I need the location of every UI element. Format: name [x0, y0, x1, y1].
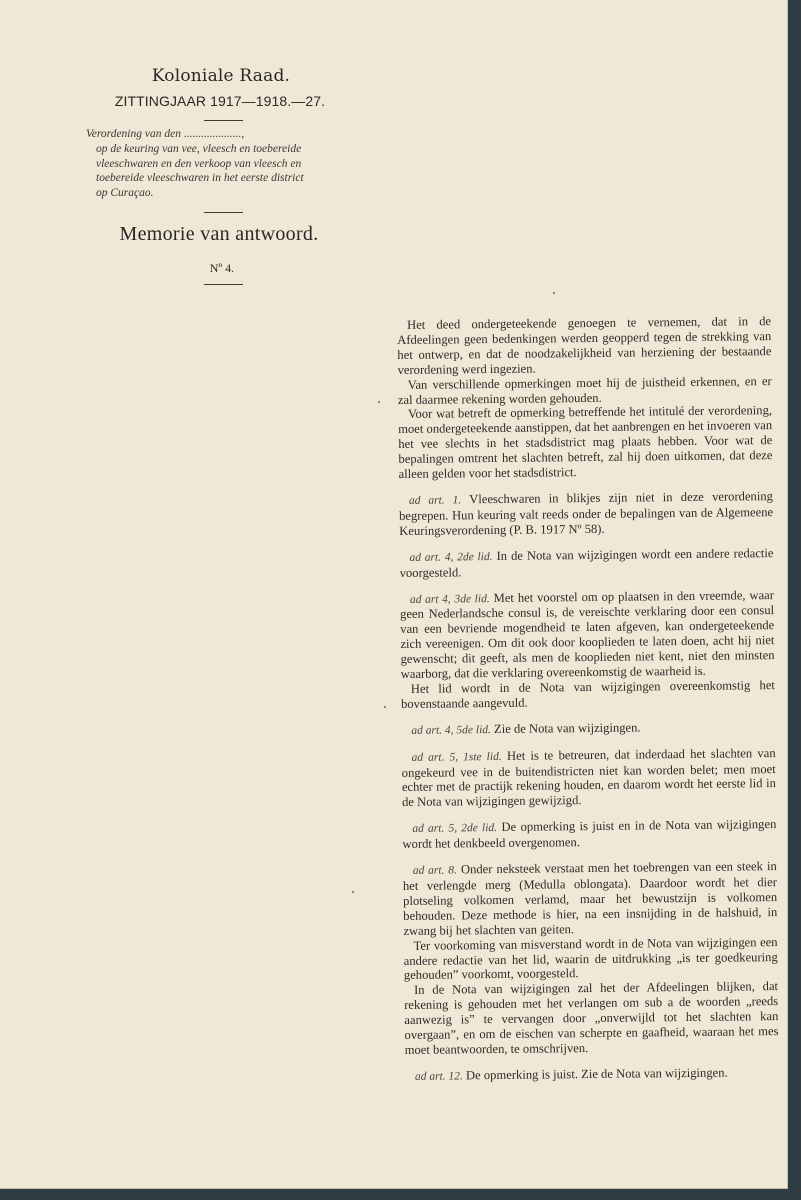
article-text: In de Nota van wijzigingen wordt een andere redactie voorgesteld. [399, 545, 774, 580]
article-text: Met het voorstel om op plaatsen in den vreemde, waar geen Nederlandsche consul is, de vereischte verklaring door een consul van een bevriende mogendheid te laten afgeven, kan ondergeteekende zich vereenigen. Om dit ook door kooplieden te laten doen, acht hij niet gewenscht; dit geeft, als men de kooplieden niet kent, niet den minsten waarborg, dat die verklaring overeenkomstig de waarheid is. [400, 587, 775, 682]
ordinance-description [86, 127, 348, 201]
divider-rule [204, 120, 243, 121]
ordinance-line: vleeschwaren en den verkoop van vleesch en [96, 157, 302, 170]
article-ref: ad art. 8. [412, 864, 457, 877]
document-number: Nº 4. [209, 260, 235, 275]
header-block [86, 66, 348, 285]
article-ref: ad art. 5, 1ste lid. [411, 750, 502, 764]
article-5-2-paragraph [402, 817, 776, 852]
ordinance-line: toebereide vleeschwaren in het eerste district [96, 172, 304, 185]
article-4-3-paragraph [400, 588, 775, 682]
article-ref: ad art 4, 3de lid. [409, 592, 490, 606]
article-ref: ad art. 12. [414, 1070, 463, 1083]
article-ref: ad art. 4, 2de lid. [409, 550, 493, 564]
paper-speck [553, 292, 555, 294]
ordinance-line: op Curaçao. [96, 187, 154, 200]
council-title: Koloniale Raad. [151, 66, 291, 86]
paper-speck [352, 891, 354, 893]
document-title: Memorie van antwoord. [119, 222, 319, 245]
article-12-paragraph [405, 1065, 779, 1085]
ordinance-line: op de keuring van vee, vleesch en toebereide [96, 142, 302, 155]
article-text: Zie de Nota van wijzigingen. [493, 720, 641, 736]
paper-speck [384, 706, 386, 708]
article-5-1-paragraph [402, 746, 777, 811]
body-text [397, 314, 779, 1085]
ordinance-line: Verordening van den ...................., [86, 128, 245, 140]
paragraph: Ter voorkoming van misverstand wordt in de Nota van wijzigingen een andere redactie van het lid, waarin de uitdrukking „is ter goedkeuring gehouden” voorkomt, voorgesteld. [403, 934, 778, 983]
paragraph: Voor wat betreft de opmerking betreffende het intitulé der verordening, moet ondergeteekende aanstippen, dat het aanbrengen en het invoeren van het vee slechts in het stadsdistrict mag plaats hebben. Voor wat de bepalingen omtrent het slachten betreft, zal hij doen uitkomen, dat deze alleen gelden voor het stadsdistrict. [398, 403, 773, 482]
paragraph: Van verschillende opmerkingen moet hij de juistheid erkennen, en er zal daarmee rekening worden gehouden. [397, 373, 772, 407]
intro-paragraph: Het deed ondergeteekende genoegen te vernemen, dat in de Afdeelingen geen bedenkingen werden geopperd tegen de strekking van het ontwerp, en dat de noodzakelijkheid van herziening der bestaande verordening werd ingezien. [397, 314, 772, 377]
article-8-paragraph [403, 859, 778, 938]
paper-speck [378, 401, 380, 403]
article-ref: ad art. 1. [408, 494, 462, 507]
article-text: De opmerking is juist en in de Nota van wijzigingen wordt het denkbeeld overgenomen. [402, 817, 777, 852]
divider-rule [204, 212, 243, 213]
article-ref: ad art. 4, 5de lid. [411, 723, 491, 737]
article-text: Vleeschwaren in blikjes zijn niet in deze verordening begrepen. Hun keuring valt reeds onder de bepalingen van de Algemeene Keuringsverordening (P. B. 1917 Nº 58). [398, 489, 774, 538]
article-text: Het is te betreuren, dat inderdaad het slachten van ongekeurd vee in de buitendistricten niet kan worden belet; men moet echter met de practijk rekening houden, en daarom wordt het eerste lid in de Nota van wijzigingen gewijzigd. [401, 745, 776, 810]
paragraph: In de Nota van wijzigingen zal het der Afdeelingen blijken, dat rekening is gehouden met het verlangen om sub a de woorden „reeds aanwezig is” te vervangen door „onverwijld tot het slachten kan overgaan”, en om de eischen van scherpte en gaafheid, waaraan het mes moet beantwoorden, te omschrijven. [404, 979, 779, 1057]
article-1-paragraph [399, 489, 773, 539]
article-text: Onder neksteek verstaat men het toebrengen van een steek in het verlengde merg (Medulla oblongata). Daardoor wordt het dier plotseling volkomen verlamd, maar het bewustzijn is volkomen behouden. Deze methode is hier, na een insnijding in de halshuid, in zwang bij het slachten van geiten. [402, 859, 778, 938]
session-year: ZITTINGJAAR 1917—1918.—27. [114, 93, 326, 109]
article-text: De opmerking is juist. Zie de Nota van wijzigingen. [465, 1065, 728, 1083]
article-4-2-paragraph [399, 546, 773, 581]
article-ref: ad art. 5, 2de lid. [412, 822, 498, 836]
article-4-5-paragraph [401, 719, 775, 739]
divider-rule [204, 284, 243, 285]
paragraph: Het lid wordt in de Nota van wijzigingen overeenkomstig het bovenstaande aangevuld. [400, 678, 775, 711]
